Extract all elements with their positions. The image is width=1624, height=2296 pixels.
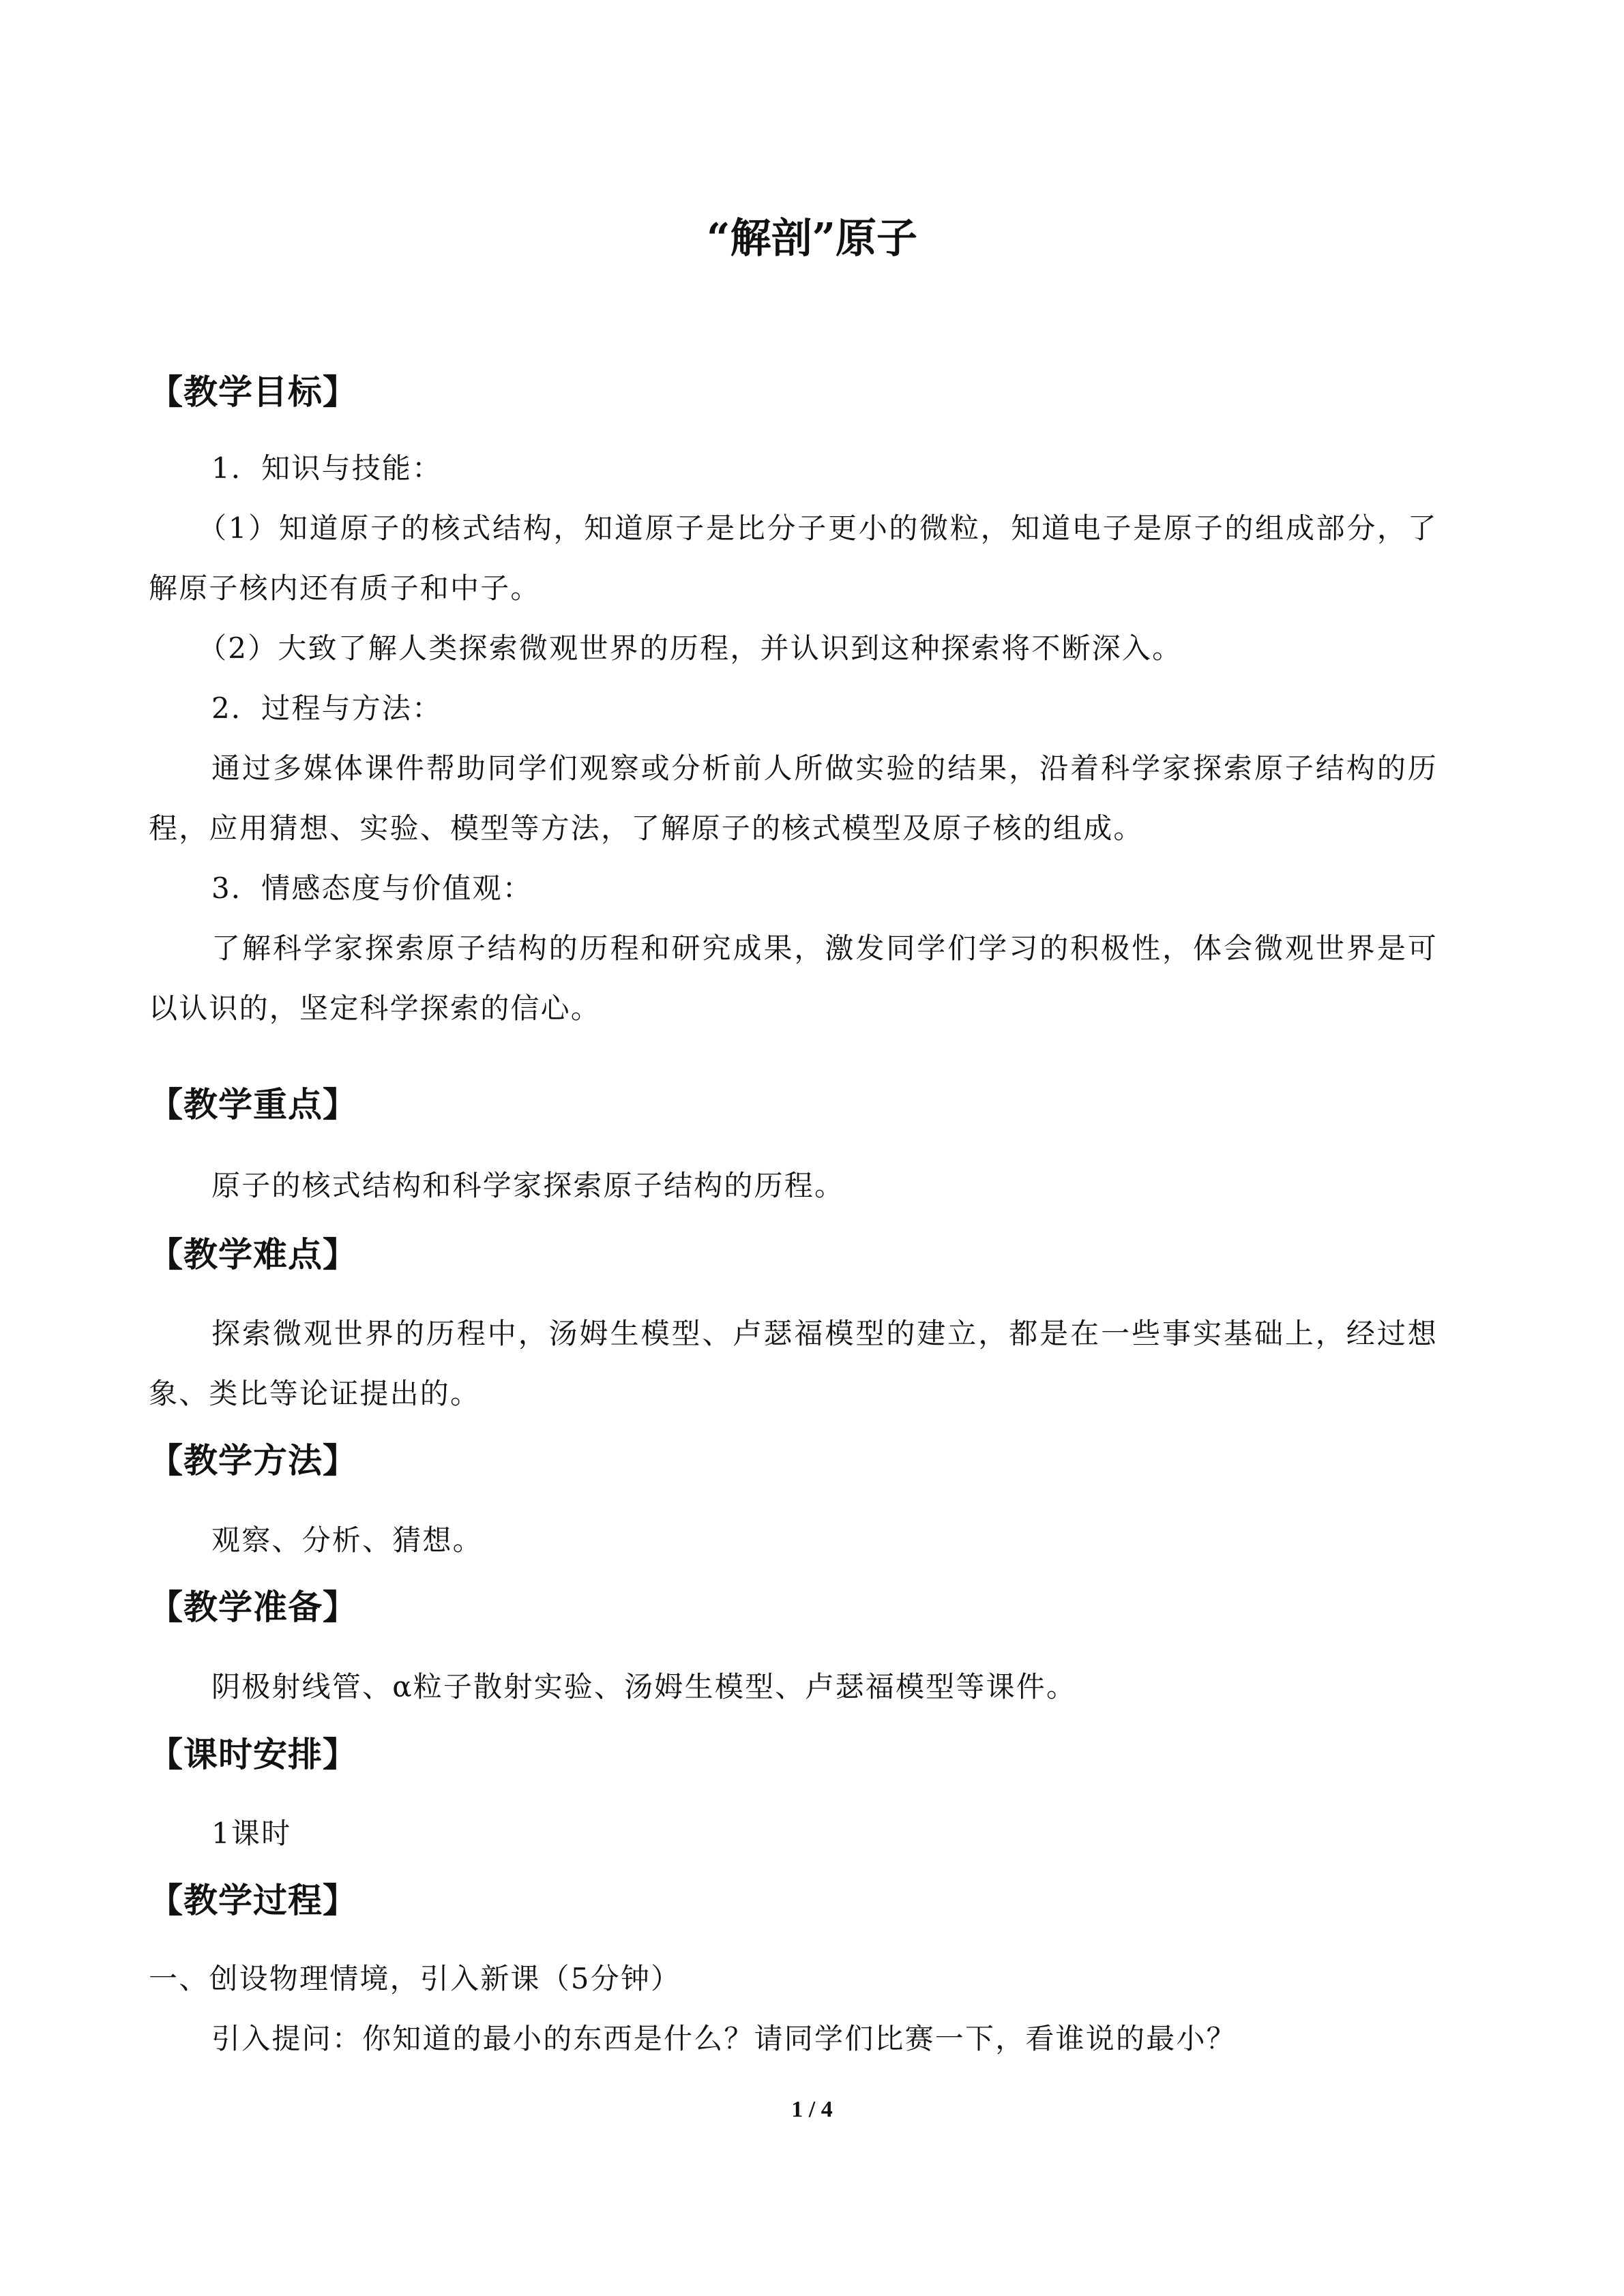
process-step-1-title: 一、创设物理情境，引入新课（5分钟） bbox=[149, 1962, 681, 1995]
methods-text: 观察、分析、猜想。 bbox=[211, 1523, 483, 1557]
section-methods bbox=[149, 1437, 1438, 1485]
section-heading-key-points: 【教学重点】 bbox=[149, 1085, 357, 1124]
page-number: 1 / 4 bbox=[791, 2097, 833, 2122]
difficulties-body bbox=[149, 1304, 1438, 1424]
preparation-text: 阴极射线管、α粒子散射实验、汤姆生模型、卢瑟福模型等课件。 bbox=[211, 1670, 1077, 1703]
section-heading-process: 【教学过程】 bbox=[149, 1881, 357, 1920]
process-body bbox=[149, 1949, 1438, 2069]
section-schedule bbox=[149, 1731, 1438, 1778]
objective-1-sub-1: （1）知道原子的核式结构，知道原子是比分子更小的微粒，知道电子是原子的组成部分，了解原子核内还有质子和中子。 bbox=[149, 511, 1438, 605]
section-process bbox=[149, 1877, 1438, 1924]
section-heading-methods: 【教学方法】 bbox=[149, 1441, 357, 1480]
objective-3-label: 3．情感态度与价值观： bbox=[211, 871, 533, 905]
objectives-body bbox=[149, 438, 1438, 1039]
objective-1-label: 1．知识与技能： bbox=[211, 451, 443, 485]
section-heading-objectives: 【教学目标】 bbox=[149, 372, 357, 412]
section-difficulties bbox=[149, 1231, 1438, 1279]
key-points-body bbox=[149, 1156, 1438, 1216]
section-preparation bbox=[149, 1583, 1438, 1631]
section-heading-schedule: 【课时安排】 bbox=[149, 1735, 357, 1774]
section-objectives bbox=[149, 368, 1438, 416]
objective-2-label: 2．过程与方法： bbox=[211, 691, 443, 725]
difficulties-text: 探索微观世界的历程中，汤姆生模型、卢瑟福模型的建立，都是在一些事实基础上，经过想象、类比等论证提出的。 bbox=[149, 1317, 1438, 1410]
objective-1-sub-2: （2）大致了解人类探索微观世界的历程，并认识到这种探索将不断深入。 bbox=[198, 631, 1183, 665]
preparation-body bbox=[149, 1657, 1438, 1717]
document-title: “解剖”原子 bbox=[706, 215, 918, 263]
process-step-1-text: 引入提问：你知道的最小的东西是什么？请同学们比赛一下，看谁说的最小？ bbox=[211, 2022, 1237, 2055]
schedule-text: 1课时 bbox=[211, 1817, 292, 1850]
objective-2-text: 通过多媒体课件帮助同学们观察或分析前人所做实验的结果，沿着科学家探索原子结构的历程，应用猜想、实验、模型等方法，了解原子的核式模型及原子核的组成。 bbox=[149, 751, 1438, 845]
section-heading-difficulties: 【教学难点】 bbox=[149, 1235, 357, 1274]
section-key-points bbox=[149, 1081, 1438, 1129]
objective-3-text: 了解科学家探索原子结构的历程和研究成果，激发同学们学习的积极性，体会微观世界是可以认识的，坚定科学探索的信心。 bbox=[149, 931, 1438, 1025]
section-heading-preparation: 【教学准备】 bbox=[149, 1587, 357, 1627]
schedule-body bbox=[149, 1804, 1438, 1864]
key-points-text: 原子的核式结构和科学家探索原子结构的历程。 bbox=[211, 1169, 845, 1202]
methods-body bbox=[149, 1510, 1438, 1570]
